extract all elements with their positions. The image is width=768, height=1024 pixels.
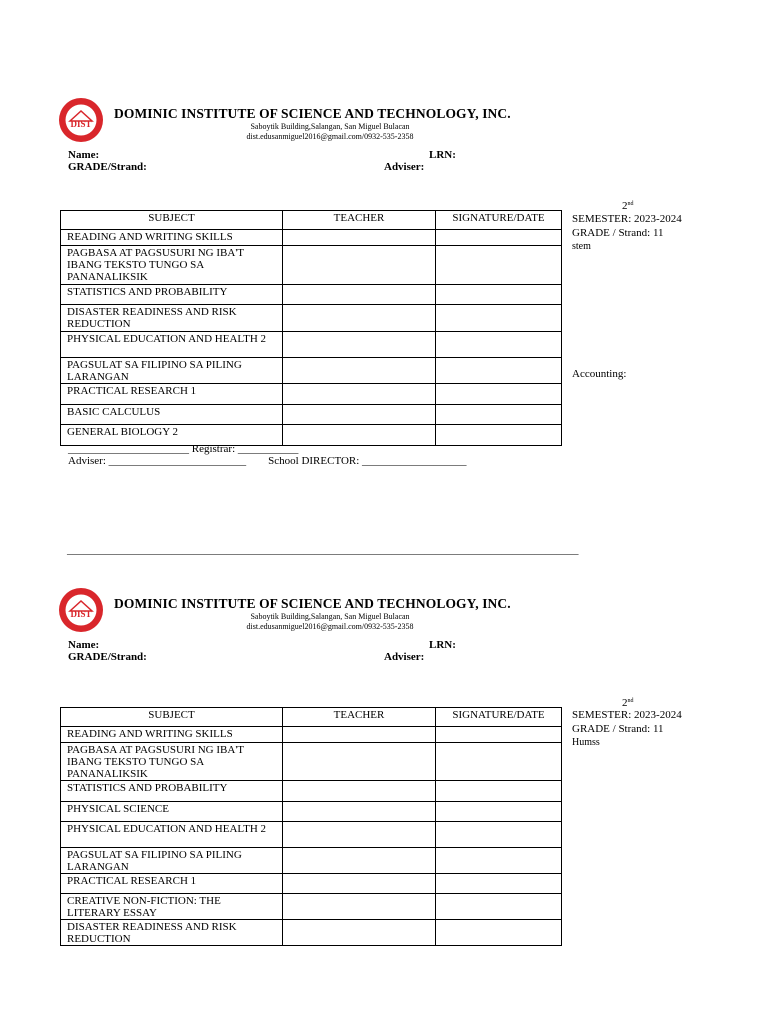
semester-ordinal: nd xyxy=(627,698,634,704)
col-header-subject: SUBJECT xyxy=(61,708,283,727)
lrn-label: LRN: xyxy=(429,639,456,651)
grade-strand-label: GRADE/Strand: xyxy=(68,651,147,663)
table-row xyxy=(61,332,562,358)
teacher-cell[interactable] xyxy=(283,332,436,358)
table-row xyxy=(61,743,562,781)
signature-cell[interactable] xyxy=(436,822,562,848)
subject-cell: READING AND WRITING SKILLS xyxy=(61,727,283,743)
subject-cell: PHYSICAL EDUCATION AND HEALTH 2 xyxy=(61,822,283,848)
teacher-cell[interactable] xyxy=(283,425,436,446)
table-row xyxy=(61,848,562,874)
subject-cell: DISASTER READINESS AND RISK REDUCTION xyxy=(61,305,283,332)
subject-cell: PAGBASA AT PAGSUSURI NG IBA'T IBANG TEKSTO TUNGO SA PANANALIKSIK xyxy=(61,246,283,285)
registrar-signature-line: ______________________ Registrar: ___________ xyxy=(68,443,299,455)
signature-cell[interactable] xyxy=(436,920,562,946)
name-label: Name: xyxy=(68,639,100,651)
teacher-cell[interactable] xyxy=(283,305,436,332)
signature-cell[interactable] xyxy=(436,727,562,743)
school-name: DOMINIC INSTITUTE OF SCIENCE AND TECHNOLOGY, INC. xyxy=(114,106,511,121)
teacher-cell[interactable] xyxy=(283,358,436,384)
subject-cell: STATISTICS AND PROBABILITY xyxy=(61,285,283,305)
grade-strand-side: GRADE / Strand: 11 xyxy=(572,227,664,239)
subjects-table xyxy=(60,210,562,446)
table-row xyxy=(61,822,562,848)
table-row xyxy=(61,305,562,332)
table-row xyxy=(61,894,562,920)
signature-cell[interactable] xyxy=(436,894,562,920)
teacher-cell[interactable] xyxy=(283,285,436,305)
teacher-cell[interactable] xyxy=(283,743,436,781)
semester-label: SEMESTER: 2023-2024 xyxy=(572,213,682,225)
subject-cell: STATISTICS AND PROBABILITY xyxy=(61,781,283,802)
signature-cell[interactable] xyxy=(436,848,562,874)
subject-cell: GENERAL BIOLOGY 2 xyxy=(61,425,283,446)
col-header-signature: SIGNATURE/DATE xyxy=(436,211,562,230)
signature-cell[interactable] xyxy=(436,230,562,246)
teacher-cell[interactable] xyxy=(283,405,436,425)
form-humss xyxy=(0,490,768,945)
teacher-cell[interactable] xyxy=(283,822,436,848)
subject-cell: PHYSICAL EDUCATION AND HEALTH 2 xyxy=(61,332,283,358)
table-row xyxy=(61,246,562,285)
col-header-signature: SIGNATURE/DATE xyxy=(436,708,562,727)
signature-cell[interactable] xyxy=(436,358,562,384)
subject-cell: PAGSULAT SA FILIPINO SA PILING LARANGAN xyxy=(61,848,283,874)
school-address: Saboytik Building,Salangan, San Miguel Bulacan xyxy=(250,612,410,621)
form-stem xyxy=(0,0,768,467)
grade-strand-label: GRADE/Strand: xyxy=(68,161,147,173)
strand-value: Humss xyxy=(572,737,600,748)
table-row xyxy=(61,727,562,743)
table-row xyxy=(61,874,562,894)
teacher-cell[interactable] xyxy=(283,848,436,874)
adviser-director-signature-line xyxy=(68,455,467,467)
table-header-row xyxy=(61,211,562,230)
table-row xyxy=(61,285,562,305)
adviser-signature: Adviser: _________________________ xyxy=(68,455,247,467)
teacher-cell[interactable] xyxy=(283,781,436,802)
semester-label: SEMESTER: 2023-2024 xyxy=(572,709,682,721)
semester-ordinal: nd xyxy=(627,201,634,207)
subject-cell: PRACTICAL RESEARCH 1 xyxy=(61,384,283,405)
table-row xyxy=(61,802,562,822)
col-header-subject: SUBJECT xyxy=(61,211,283,230)
teacher-cell[interactable] xyxy=(283,230,436,246)
signature-cell[interactable] xyxy=(436,781,562,802)
col-header-teacher: TEACHER xyxy=(283,211,436,230)
semester-number: 2nd xyxy=(622,200,634,212)
teacher-cell[interactable] xyxy=(283,802,436,822)
school-address: Saboytik Building,Salangan, San Miguel Bulacan xyxy=(250,122,410,131)
signature-cell[interactable] xyxy=(436,332,562,358)
signature-cell[interactable] xyxy=(436,425,562,446)
subject-cell: CREATIVE NON-FICTION: THE LITERARY ESSAY xyxy=(61,894,283,920)
subject-cell: DISASTER READINESS AND RISK REDUCTION xyxy=(61,920,283,946)
cut-line-divider: _____________________________________________________________________________________________ xyxy=(67,544,579,556)
semester-number: 2nd xyxy=(622,697,634,709)
table-row xyxy=(61,405,562,425)
subject-cell: PAGSULAT SA FILIPINO SA PILING LARANGAN xyxy=(61,358,283,384)
school-contact: dist.edusanmiguel2016@gmail.com/0932-535-2358 xyxy=(246,132,414,141)
signature-cell[interactable] xyxy=(436,305,562,332)
subject-cell: BASIC CALCULUS xyxy=(61,405,283,425)
subject-cell: PRACTICAL RESEARCH 1 xyxy=(61,874,283,894)
table-row xyxy=(61,781,562,802)
school-contact: dist.edusanmiguel2016@gmail.com/0932-535-2358 xyxy=(246,622,414,631)
teacher-cell[interactable] xyxy=(283,384,436,405)
strand-value: stem xyxy=(572,241,591,252)
teacher-cell[interactable] xyxy=(283,894,436,920)
subject-cell: PHYSICAL SCIENCE xyxy=(61,802,283,822)
teacher-cell[interactable] xyxy=(283,874,436,894)
adviser-label: Adviser: xyxy=(384,161,425,173)
name-label: Name: xyxy=(68,149,100,161)
school-name: DOMINIC INSTITUTE OF SCIENCE AND TECHNOLOGY, INC. xyxy=(114,596,511,611)
table-row xyxy=(61,230,562,246)
logo-text: DIST xyxy=(70,609,92,619)
accounting-label: Accounting: xyxy=(572,368,627,380)
table-row xyxy=(61,358,562,384)
teacher-cell[interactable] xyxy=(283,920,436,946)
adviser-label: Adviser: xyxy=(384,651,425,663)
teacher-cell[interactable] xyxy=(283,727,436,743)
signature-cell[interactable] xyxy=(436,405,562,425)
signature-cell[interactable] xyxy=(436,246,562,285)
director-signature: School DIRECTOR: ___________________ xyxy=(268,455,467,467)
col-header-teacher: TEACHER xyxy=(283,708,436,727)
signature-cell[interactable] xyxy=(436,285,562,305)
logo-text: DIST xyxy=(70,119,92,129)
table-header-row xyxy=(61,708,562,727)
signature-cell[interactable] xyxy=(436,384,562,405)
signature-cell[interactable] xyxy=(436,802,562,822)
subject-cell: READING AND WRITING SKILLS xyxy=(61,230,283,246)
teacher-cell[interactable] xyxy=(283,246,436,285)
table-row xyxy=(61,384,562,405)
signature-cell[interactable] xyxy=(436,743,562,781)
subject-cell: PAGBASA AT PAGSUSURI NG IBA'T IBANG TEKSTO TUNGO SA PANANALIKSIK xyxy=(61,743,283,781)
table-row xyxy=(61,920,562,946)
lrn-label: LRN: xyxy=(429,149,456,161)
signature-cell[interactable] xyxy=(436,874,562,894)
grade-strand-side: GRADE / Strand: 11 xyxy=(572,723,664,735)
subjects-table xyxy=(60,707,562,946)
